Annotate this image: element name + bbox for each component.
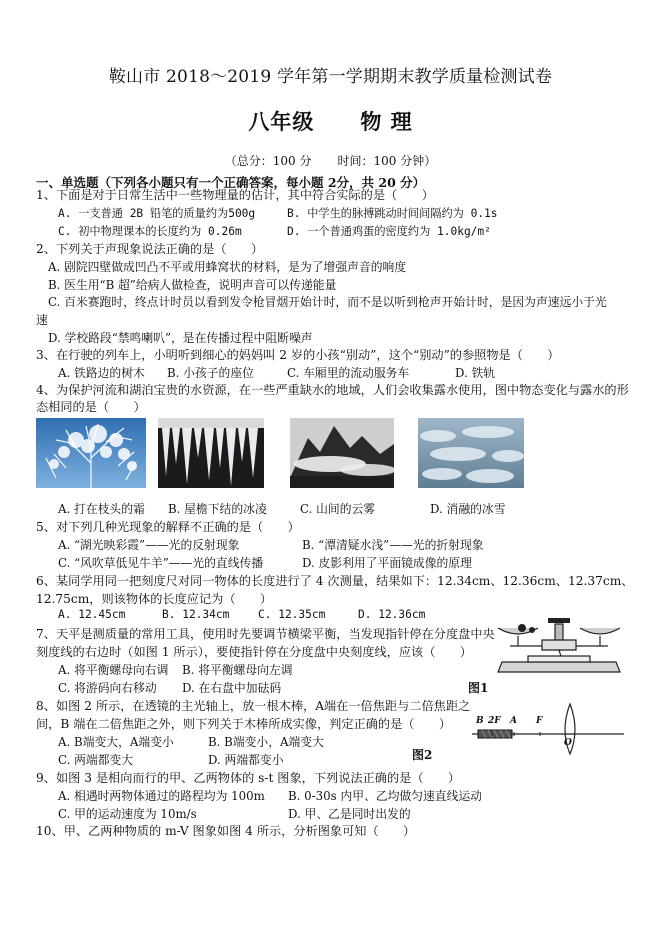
- question-7-option-a: A. 将平衡螺母向右调: [58, 663, 169, 677]
- question-4-option-d: D. 消融的冰雪: [430, 502, 506, 516]
- melting-ice-image: [418, 418, 524, 488]
- question-8-option-b: B. B端变小，A端变大: [208, 735, 324, 749]
- question-4-option-a: A. 打在枝头的霜: [58, 502, 145, 516]
- question-3-option-a: A. 铁路边的树木: [58, 366, 145, 380]
- question-8-option-c: C. 两端都变大: [58, 753, 134, 767]
- question-2-option-c: C. 百米赛跑时，终点计时员以看到发令枪冒烟开始计时，而不是以听到枪声开始计时，是因为声速远小于光: [48, 295, 607, 309]
- question-3-option-c: C. 车厢里的流动服务车: [287, 366, 410, 380]
- question-2-option-a: A. 剧院四壁做成凹凸不平或用蜂窝状的材料，是为了增强声音的响度: [48, 260, 407, 274]
- question-1-option-d: D. 一个普通鸡蛋的密度约为 1.0kg/m²: [287, 225, 491, 238]
- question-7-stem: 7、天平是测质量的常用工具，使用时先要调节横梁平衡，当发现指针停在分度盘中央: [36, 627, 495, 641]
- question-9-option-d: D. 甲、乙是同时出发的: [288, 807, 411, 821]
- lens-label-a: A: [510, 716, 517, 726]
- question-3-stem: 3、在行驶的列车上，小明听到细心的妈妈叫 2 岁的小孩“别动”，这个“别动”的参照物是（ ）: [36, 348, 560, 362]
- question-8-option-a: A. B端变大，A端变小: [58, 735, 174, 749]
- figure-1-label: 图1: [468, 681, 489, 695]
- question-5-option-a: A. “湖光映彩霞”——光的反射现象: [58, 538, 240, 552]
- section-title: 一、单选题（下列各小题只有一个正确答案，每小题 2分，共 20 分）: [36, 175, 426, 190]
- question-7-option-d: D. 在右盘中加砝码: [182, 681, 282, 695]
- frost-image: [36, 418, 146, 488]
- question-10-stem: 10、甲、乙两种物质的 m-V 图象如图 4 所示，分析图象可知（ ）: [36, 824, 416, 838]
- question-8-option-d: D. 两端都变小: [208, 753, 284, 767]
- question-9-stem: 9、如图 3 是相向而行的甲、乙两物体的 s-t 图象，下列说法正确的是（ ）: [36, 771, 461, 785]
- question-4-stem: 4、为保护河流和湖泊宝贵的水资源，在一些严重缺水的地域，人们会收集露水使用，图中物态变化与露水的形: [36, 383, 629, 397]
- question-4-option-b: B. 屋檐下结的冰凌: [168, 502, 267, 516]
- question-8-stem-cont: 间，B 端在二倍焦距之外，则下列关于木棒所成实像，判定正确的是（ ）: [36, 717, 452, 731]
- lens-label-b: B: [476, 716, 484, 726]
- question-6-option-d: D. 12.36cm: [358, 608, 426, 621]
- icicle-image: [158, 418, 264, 488]
- balance-figure: [492, 610, 626, 680]
- question-1-stem: 1、下面是对于日常生活中一些物理量的估计，其中符合实际的是（ ）: [36, 188, 434, 202]
- question-3-option-b: B. 小孩子的座位: [167, 366, 254, 380]
- lens-label-2f: 2F: [488, 716, 501, 726]
- question-9-option-a: A. 相遇时两物体通过的路程均为 100m: [58, 789, 265, 803]
- question-6-option-a: A. 12.45cm: [58, 608, 126, 621]
- exam-time: 时间：100 分钟）: [337, 154, 437, 168]
- question-7-option-c: C. 将游码向右移动: [58, 681, 157, 695]
- exam-meta: [0, 152, 661, 169]
- question-2-option-c-cont: 速: [36, 313, 48, 327]
- exam-title: 鞍山市 2018～2019 学年第一学期期末教学质量检测试卷: [108, 67, 553, 87]
- question-7-stem-cont: 刻度线的右边时（如图 1 所示），要使指针停在分度盘中央刻度线，应该（ ）: [36, 645, 472, 659]
- mountain-fog-image: [290, 418, 394, 488]
- question-2-option-b: B. 医生用“B 超”给病人做检查，说明声音可以传递能量: [48, 278, 337, 292]
- question-6-stem-cont: 12.75cm，则该物体的长度应记为（ ）: [36, 592, 273, 606]
- lens-label-f: F: [536, 716, 543, 726]
- question-8-stem: 8、如图 2 所示，在透镜的主光轴上，放一根木棒，A端在一倍焦距与二倍焦距之: [36, 699, 471, 713]
- subject-label: 物 理: [360, 109, 413, 134]
- lens-label-o: O: [564, 738, 572, 748]
- question-2-stem: 2、下列关于声现象说法正确的是（ ）: [36, 242, 264, 256]
- total-score: （总分：100 分: [224, 154, 312, 168]
- question-9-option-c: C. 甲的运动速度为 10m/s: [58, 807, 197, 821]
- figure-2-label: 图2: [412, 748, 433, 762]
- question-3-option-d: D. 铁轨: [455, 366, 496, 380]
- question-1-option-a: A. 一支普通 2B 铅笔的质量约为500g: [58, 207, 256, 220]
- question-9-option-b: B. 0-30s 内甲、乙均做匀速直线运动: [288, 789, 483, 803]
- question-5-option-d: D. 皮影利用了平面镜成像的原理: [302, 556, 472, 570]
- question-5-option-c: C. “风吹草低见牛羊”——光的直线传播: [58, 556, 264, 570]
- question-4-stem-cont: 态相同的是（ ）: [36, 400, 146, 414]
- grade-subject: [0, 106, 661, 136]
- question-4-option-c: C. 山间的云雾: [300, 502, 376, 516]
- lens-diagram: [472, 700, 626, 756]
- question-6-option-b: B. 12.34cm: [162, 608, 230, 621]
- question-5-stem: 5、对下列几种光现象的解释不正确的是（ ）: [36, 520, 300, 534]
- question-6-option-c: C. 12.35cm: [258, 608, 326, 621]
- question-1-option-b: B. 中学生的脉搏跳动时间间隔约为 0.1s: [287, 207, 498, 220]
- grade-label: 八年级: [248, 109, 315, 134]
- question-6-stem: 6、某同学用同一把刻度尺对同一物体的长度进行了 4 次测量，结果如下：12.34cm、12.36cm、12.37cm、: [36, 574, 634, 588]
- question-7-option-b: B. 将平衡螺母向左调: [182, 663, 293, 677]
- question-2-option-d: D. 学校路段“禁鸣喇叭”，是在传播过程中阻断噪声: [48, 331, 313, 345]
- question-1-option-c: C. 初中物理课本的长度约为 0.26m: [58, 225, 242, 238]
- question-5-option-b: B. “潭清疑水浅”——光的折射现象: [302, 538, 484, 552]
